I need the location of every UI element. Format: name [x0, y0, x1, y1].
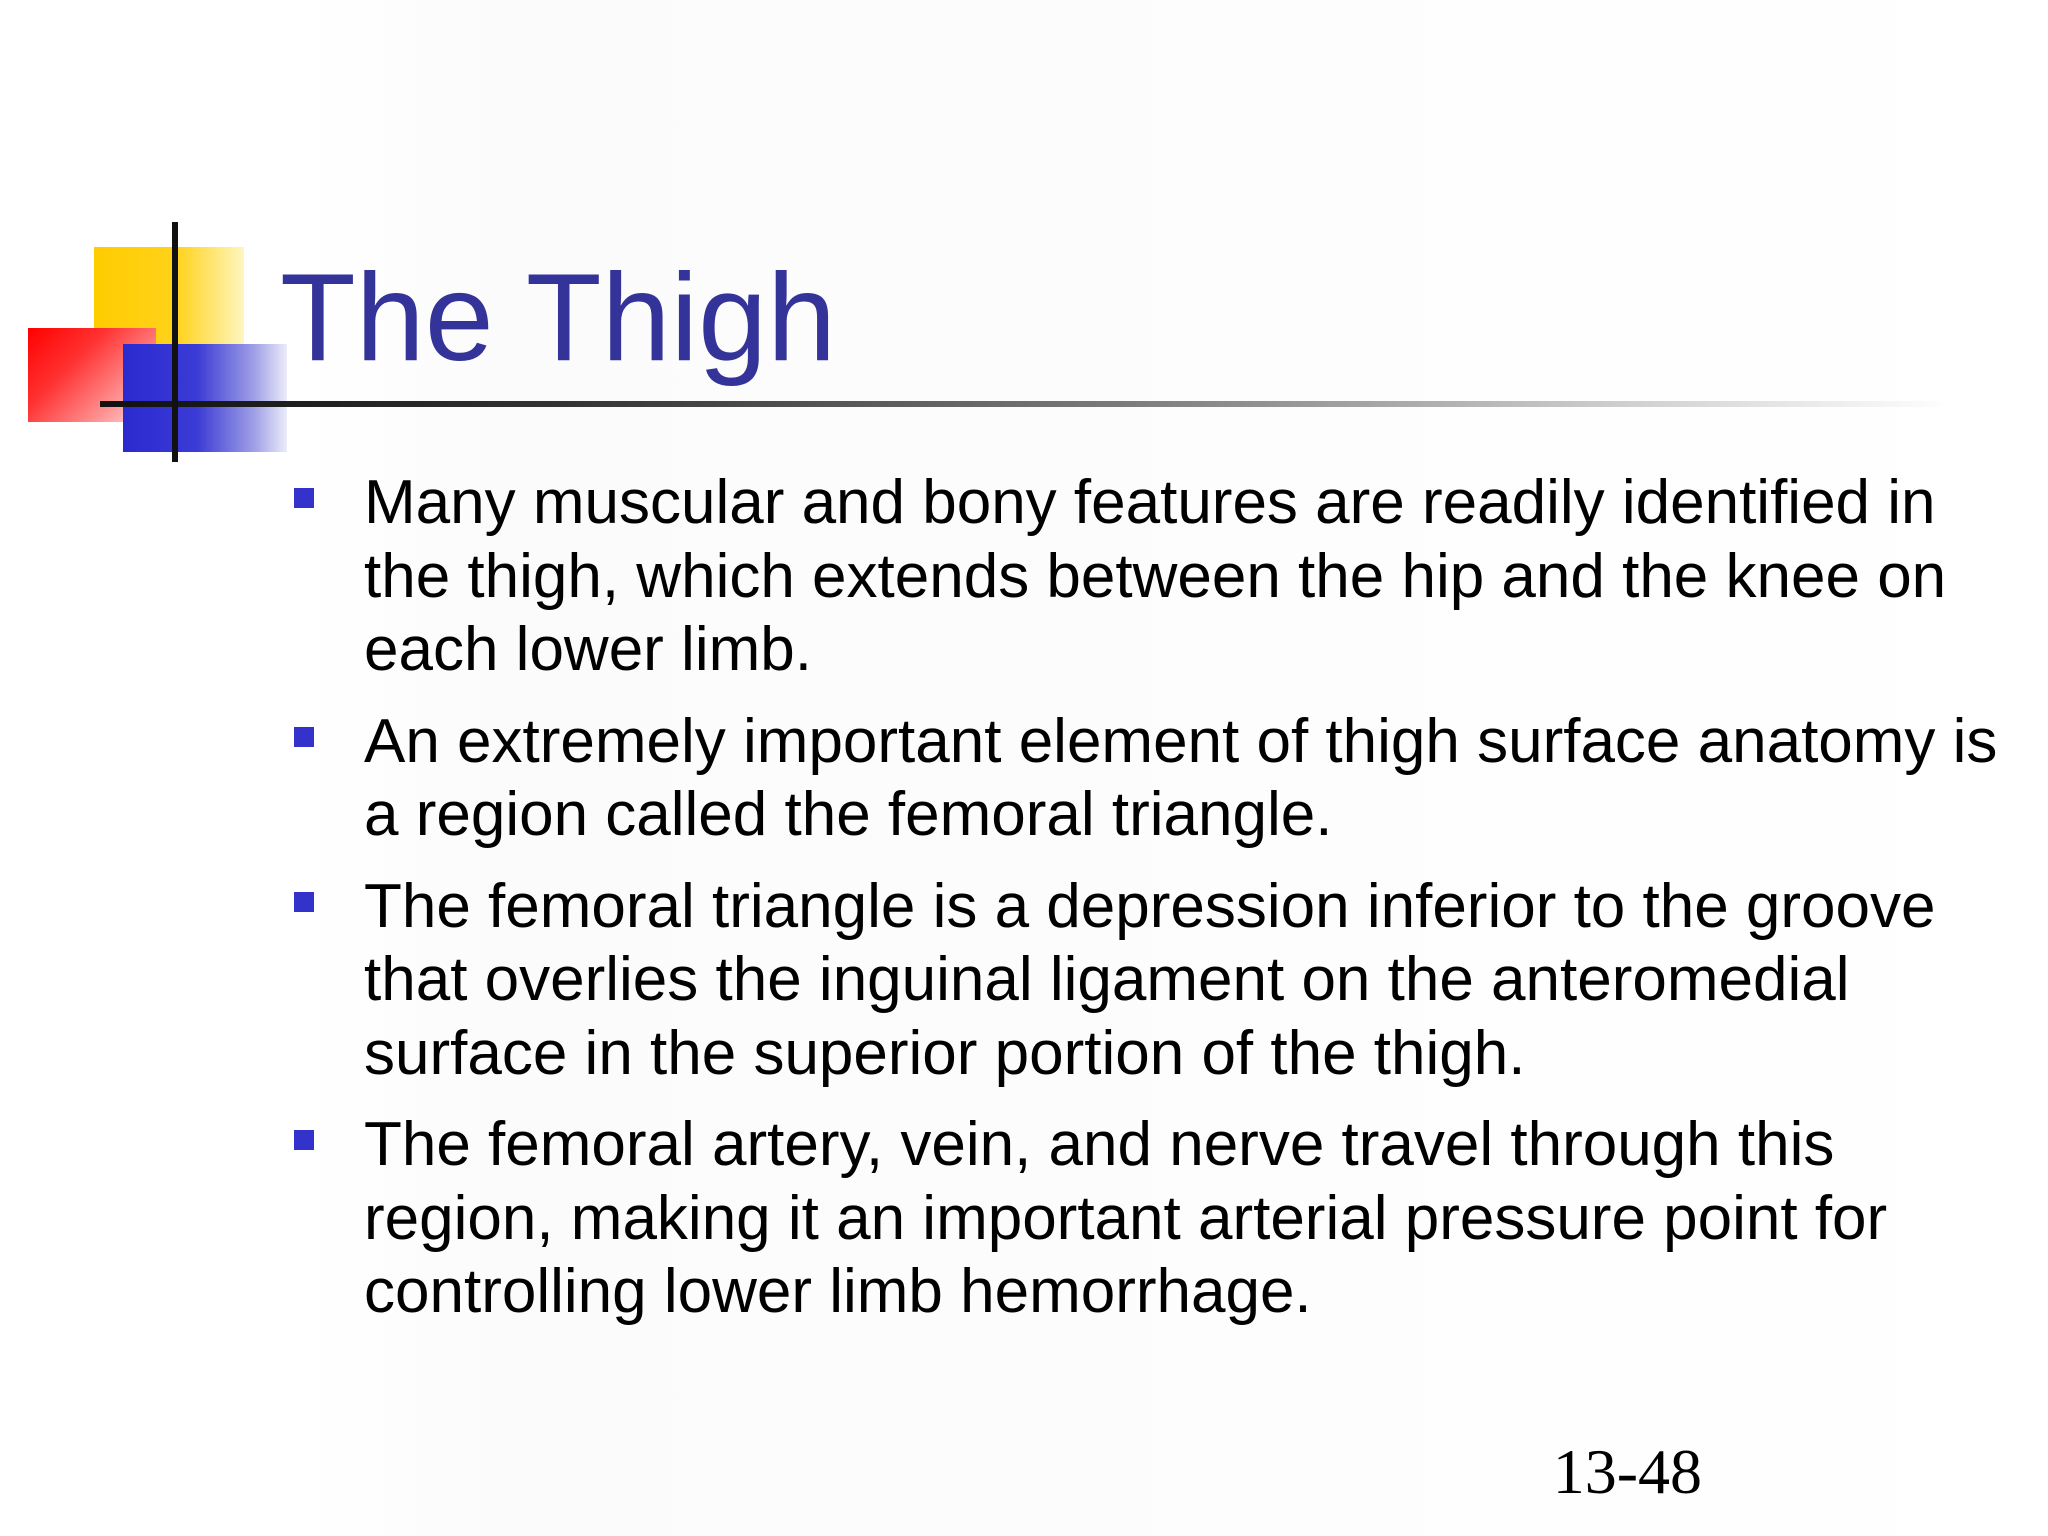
bullet-item — [290, 705, 2030, 852]
slide-title: The Thigh — [280, 249, 837, 387]
bullet-list — [290, 466, 2030, 1347]
bullet-text: The femoral triangle is a depression inferior to the groove that overlies the inguinal ligament on the anteromedial surface in the superior portion of the thigh. — [364, 871, 1936, 1088]
square-bullet-icon — [294, 892, 314, 912]
square-bullet-icon — [294, 488, 314, 508]
slide-page-number: 13-48 — [1552, 1436, 1702, 1507]
square-bullet-icon — [294, 1130, 314, 1150]
decorative-vertical-rule — [172, 222, 178, 462]
bullet-item — [290, 870, 2030, 1091]
title-underline-rule — [100, 401, 1950, 407]
bullet-text: Many muscular and bony features are readily identified in the thigh, which extends between the hip and the knee on each lower limb. — [364, 468, 1947, 684]
square-bullet-icon — [294, 727, 314, 747]
bullet-item — [290, 1108, 2030, 1329]
decorative-blue-square — [123, 344, 287, 452]
bullet-text: An extremely important element of thigh surface anatomy is a region called the femoral triangle. — [364, 706, 1998, 849]
bullet-item — [290, 466, 2030, 687]
bullet-text: The femoral artery, vein, and nerve travel through this region, making it an important arterial pressure point for controlling lower limb hemorrhage. — [364, 1110, 1888, 1326]
